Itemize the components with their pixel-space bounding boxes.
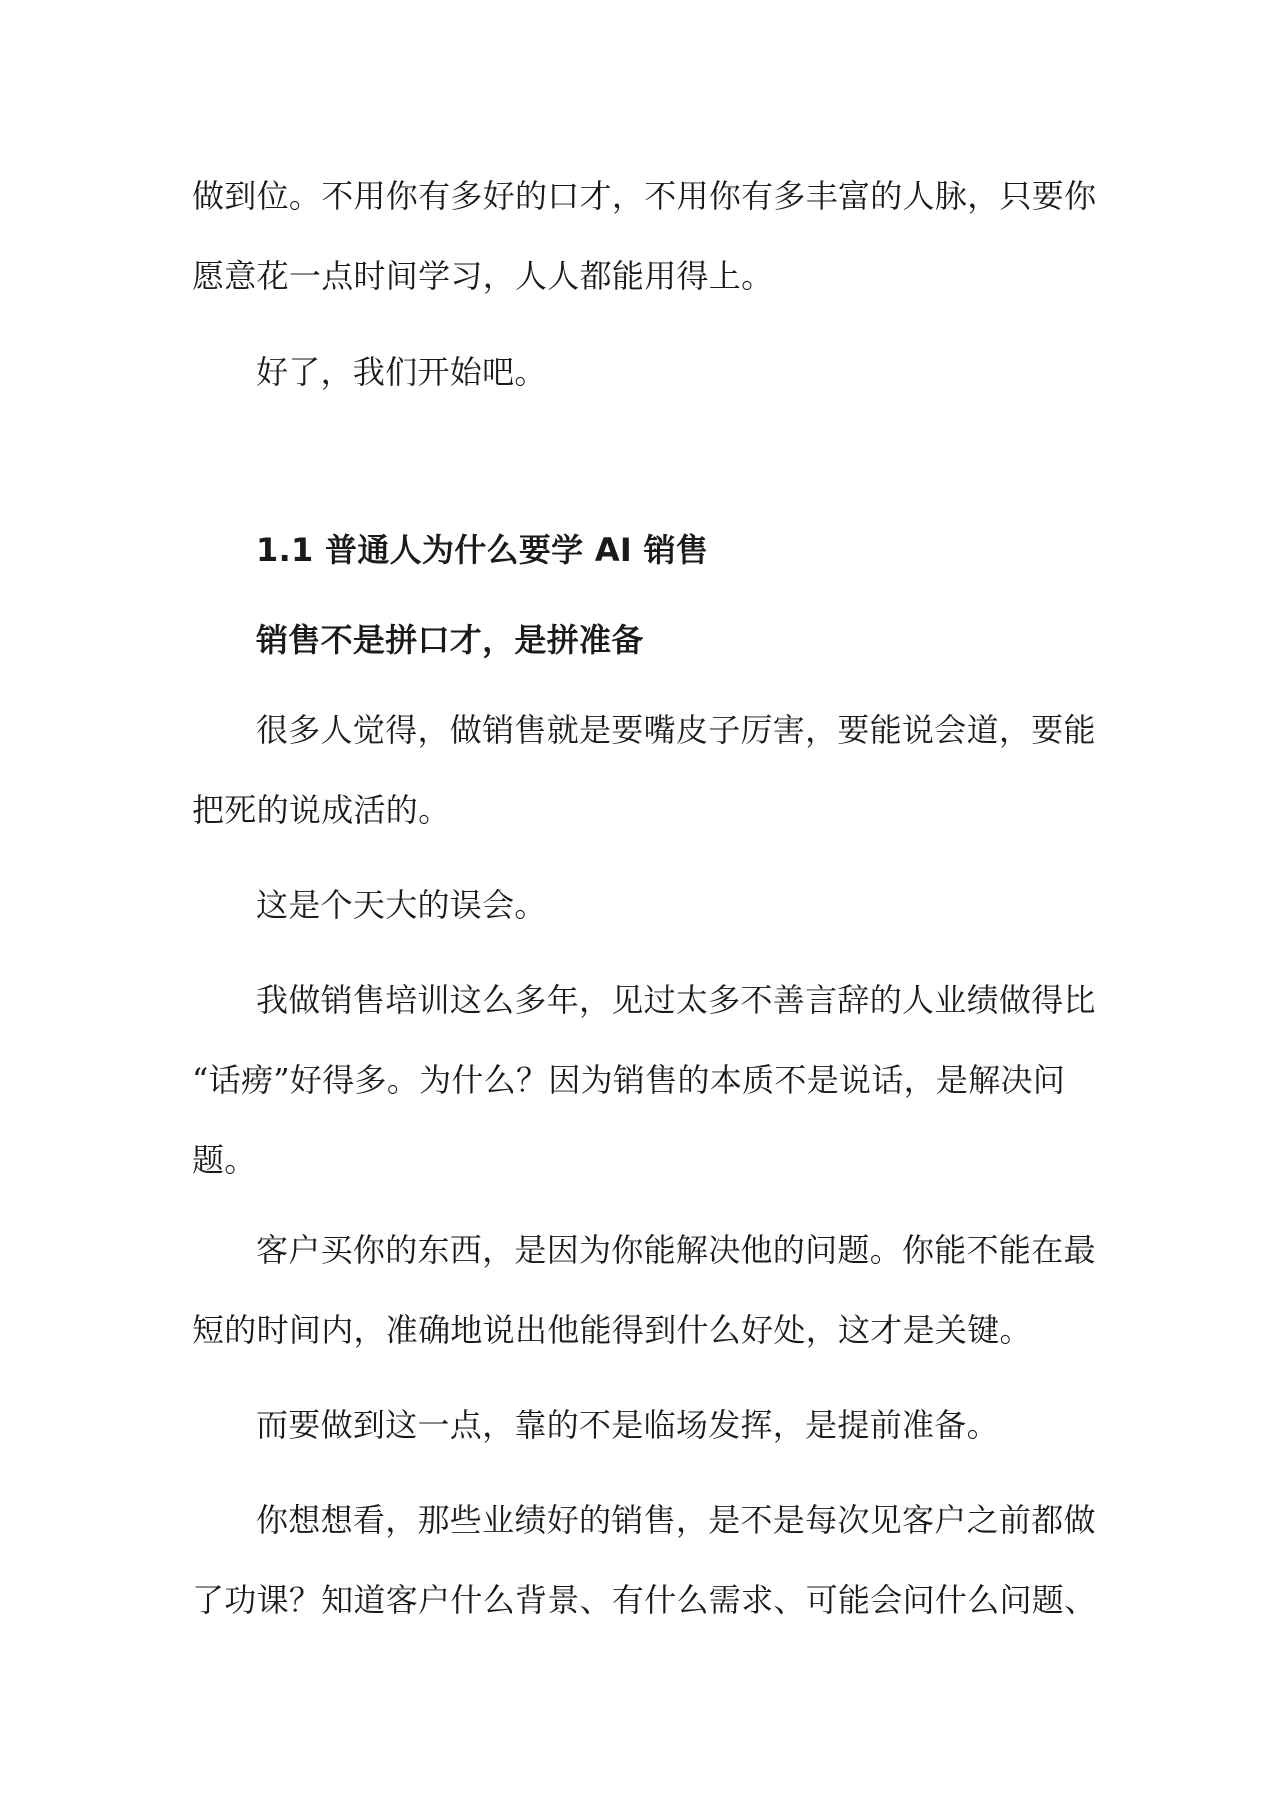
paragraph-line: 客户买你的东西，是因为你能解决他的问题。你能不能在最	[256, 1231, 1096, 1269]
paragraph-line: 题。	[192, 1141, 257, 1179]
paragraph-line: 你想想看，那些业绩好的销售，是不是每次见客户之前都做	[256, 1501, 1096, 1539]
paragraph-line: 把死的说成活的。	[192, 791, 451, 829]
paragraph-line: 我做销售培训这么多年，见过太多不善言辞的人业绩做得比	[256, 981, 1096, 1019]
paragraph-line: 愿意花一点时间学习，人人都能用得上。	[192, 257, 774, 295]
paragraph-line: 很多人觉得，做销售就是要嘴皮子厉害，要能说会道，要能	[256, 711, 1096, 749]
paragraph-line: 短的时间内，准确地说出他能得到什么好处，这才是关键。	[192, 1311, 1032, 1349]
paragraph-line: 而要做到这一点，靠的不是临场发挥，是提前准备。	[256, 1406, 999, 1444]
subheading: 销售不是拼口才，是拼准备	[256, 621, 644, 659]
paragraph-line: 做到位。不用你有多好的口才，不用你有多丰富的人脉，只要你	[192, 177, 1097, 215]
paragraph-line: 了功课？知道客户什么背景、有什么需求、可能会问什么问题、	[192, 1581, 1097, 1619]
paragraph-line: 好了，我们开始吧。	[256, 353, 547, 391]
paragraph-line: “话痨”好得多。为什么？因为销售的本质不是说话，是解决问	[192, 1061, 1066, 1099]
section-heading: 1.1 普通人为什么要学 AI 销售	[256, 531, 709, 569]
paragraph-line: 这是个天大的误会。	[256, 886, 547, 924]
